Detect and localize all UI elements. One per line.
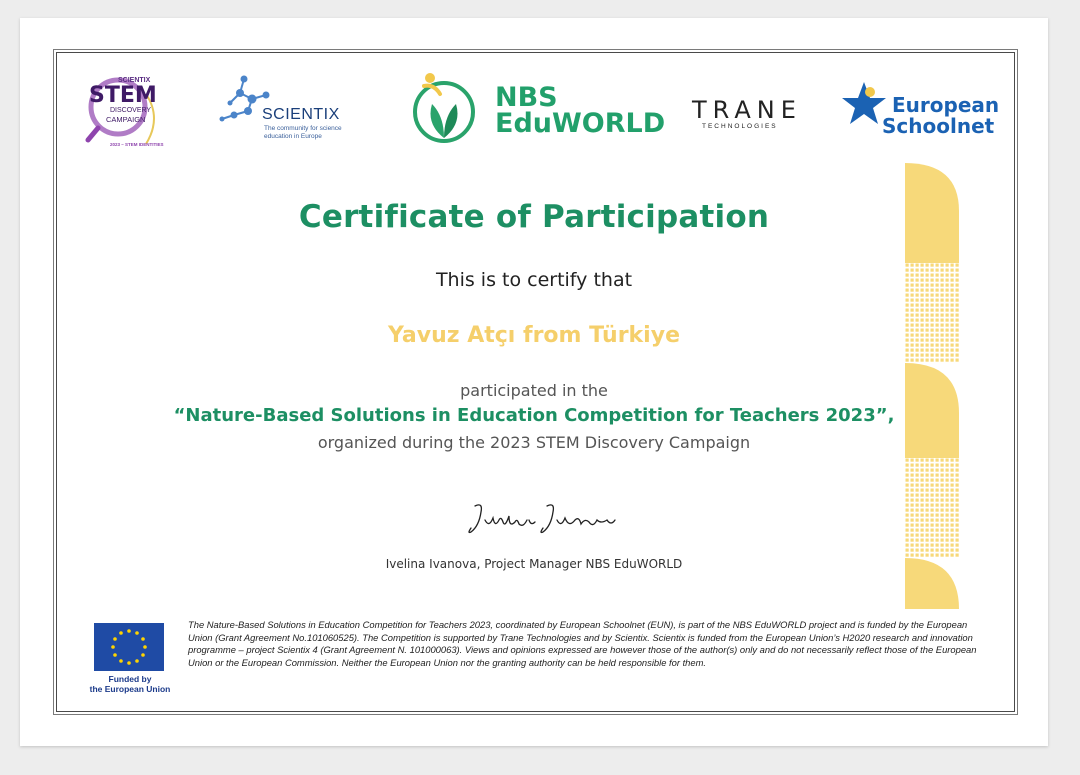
participated-line: participated in the [460, 381, 608, 400]
leaf-globe-icon [410, 68, 480, 146]
certificate-sheet [20, 18, 1048, 746]
eu-flag-icon [94, 623, 164, 671]
signer-caption: Ivelina Ivanova, Project Manager NBS EduWORLD [385, 557, 683, 571]
european-schoolnet-logo: European Schoolnet [840, 78, 990, 138]
organized-line: organized during the 2023 STEM Discovery Campaign [317, 433, 751, 452]
trane-technologies-logo: TRANE TECHNOLOGIES [692, 96, 802, 130]
decorative-strip [905, 163, 961, 609]
funded-by-eu-label: Funded by the European Union [89, 674, 171, 694]
certificate-title: Certificate of Participation [298, 199, 770, 235]
star-icon [840, 78, 886, 130]
competition-name: “Nature-Based Solutions in Education Competition for Teachers 2023”, [173, 405, 895, 426]
recipient-name: Yavuz Atçı from Türkiye [388, 323, 680, 348]
stem-discovery-logo: SCIENTIX STEM DISCOVERY CAMPAIGN 2023 – STEM IDENTITIES [80, 74, 175, 154]
molecule-icon [218, 73, 278, 133]
signature [465, 498, 625, 538]
nbs-eduworld-logo: NBS EduWORLD [410, 68, 660, 148]
scientix-logo: SCIENTIX The community for science education in Europe [218, 73, 358, 143]
funding-disclaimer: The Nature-Based Solutions in Education Competition for Teachers 2023, coordinated by European Schoolnet (EUN), is part of the NBS EduWORLD project and is funded by the European Union (Grant Agreement No.101060525). The Competition is supported by Trane Technologies and by Scientix. Scientix is funded from the European Union’s H2020 research and innovation programme – project Scientix 4 (Grant Agreement N. 101000063). Views and opinions expressed are however those of the author(s) only and do not necessarily reflect those of the European Union or the European Commission. Neither the European Union nor the granting authority can be held responsible for them. [188, 619, 977, 668]
certify-line: This is to certify that [435, 269, 633, 291]
